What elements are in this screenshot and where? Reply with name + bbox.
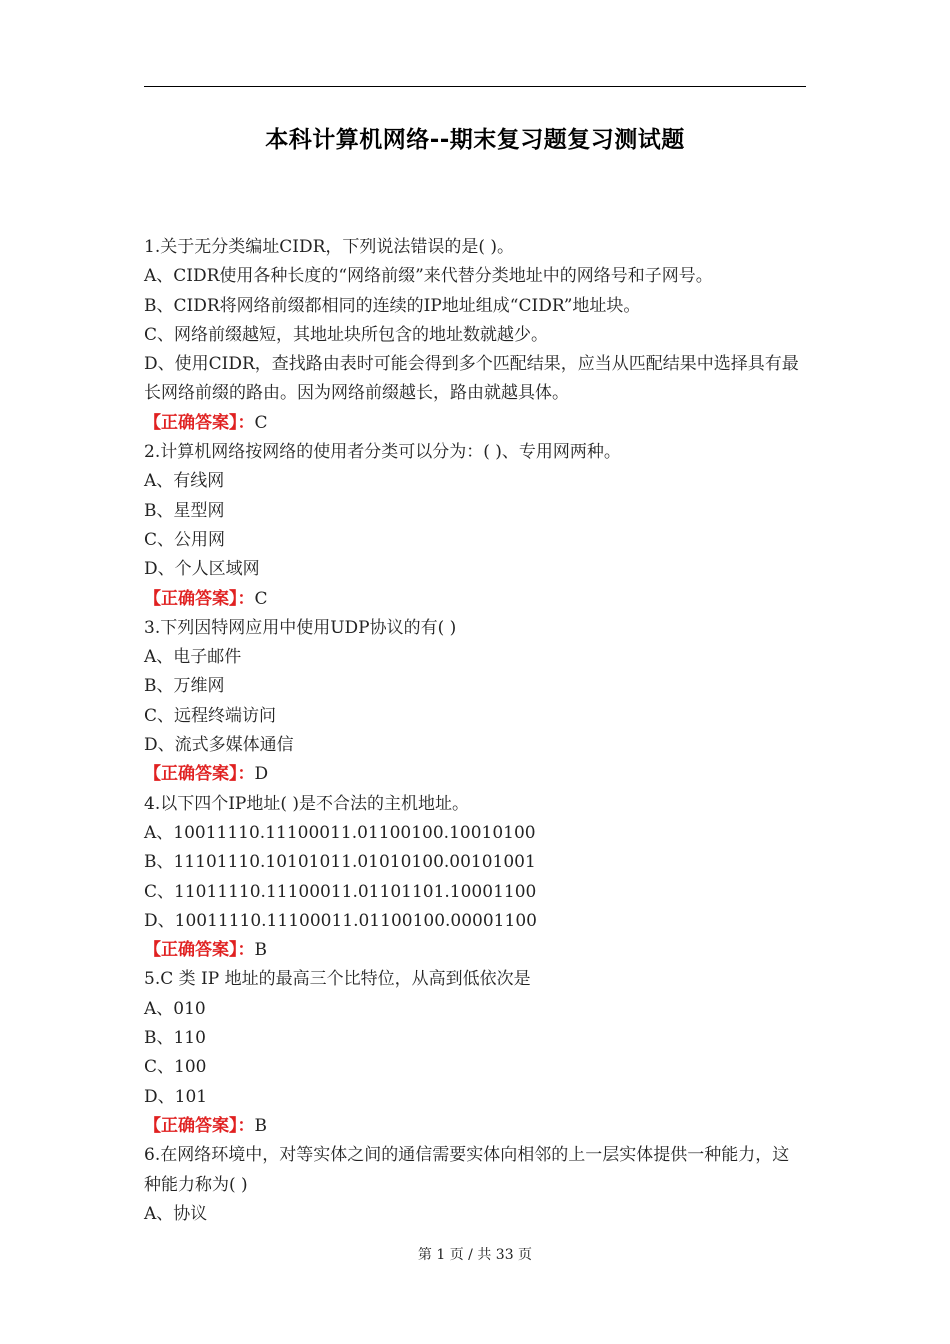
- option-b: B、CIDR将网络前缀都相同的连续的IP地址组成“CIDR”地址块。: [144, 295, 641, 316]
- option-c: C、11011110.11100011.01101101.10001100: [144, 881, 537, 902]
- answer-label: 【正确答案】：: [144, 764, 255, 785]
- option-a: A、电子邮件: [144, 647, 242, 668]
- option-d: D、101: [144, 1086, 208, 1107]
- option-d: D、10011110.11100011.01100100.00001100: [144, 910, 537, 931]
- option-a: A、010: [144, 998, 206, 1019]
- option-b: B、星型网: [144, 500, 225, 521]
- option-a: A、协议: [144, 1203, 208, 1224]
- option-b: B、万维网: [144, 676, 225, 697]
- option-a: A、10011110.11100011.01100100.10010100: [144, 822, 536, 843]
- answer-label: 【正确答案】：: [144, 940, 255, 961]
- question-list: [144, 233, 806, 1229]
- answer-label: 【正确答案】：: [144, 1115, 255, 1136]
- document-title: 本科计算机网络--期末复习题复习测试题: [265, 127, 685, 153]
- question-stem: 4.以下四个IP地址( )是不合法的主机地址。: [144, 793, 470, 814]
- page-footer: 第 1 页 / 共 33 页: [417, 1247, 533, 1263]
- answer-label: 【正确答案】：: [144, 588, 255, 609]
- answer-value: C: [254, 412, 268, 433]
- header-rule: [144, 86, 806, 87]
- option-d: D、个人区域网: [144, 559, 260, 580]
- option-c: C、网络前缀越短，其地址块所包含的地址数就越少。: [144, 324, 549, 345]
- answer-row: [144, 936, 806, 965]
- option-a: A、有线网: [144, 471, 225, 492]
- option-c: C、公用网: [144, 529, 226, 550]
- question-stem: 5.C 类 IP 地址的最高三个比特位，从高到低依次是: [144, 969, 531, 990]
- option-b: B、11101110.10101011.01010100.00101001: [144, 852, 536, 873]
- option-d: D、流式多媒体通信: [144, 735, 294, 756]
- option-a: A、CIDR使用各种长度的“网络前缀”来代替分类地址中的网络号和子网号。: [144, 266, 713, 287]
- question-stem: 2.计算机网络按网络的使用者分类可以分为：( )、专用网两种。: [144, 442, 621, 463]
- answer-row: [144, 1112, 806, 1141]
- answer-row: [144, 585, 806, 614]
- question-stem: 1.关于无分类编址CIDR，下列说法错误的是( )。: [144, 237, 515, 257]
- question-stem: 3.下列因特网应用中使用UDP协议的有( ): [144, 617, 457, 638]
- answer-value: C: [254, 588, 268, 609]
- question-stem: 6.在网络环境中，对等实体之间的通信需要实体向相邻的上一层实体提供一种能力，这种能力称为( ): [144, 1145, 790, 1195]
- answer-row: [144, 760, 806, 789]
- answer-value: D: [254, 764, 269, 785]
- option-c: C、100: [144, 1057, 207, 1078]
- answer-label: 【正确答案】：: [144, 412, 255, 433]
- option-b: B、110: [144, 1028, 206, 1049]
- answer-value: B: [254, 940, 267, 961]
- answer-row: [144, 409, 806, 438]
- answer-value: B: [254, 1115, 267, 1136]
- option-c: C、远程终端访问: [144, 705, 277, 726]
- option-d: D、使用CIDR，查找路由表时可能会得到多个匹配结果，应当从匹配结果中选择具有最长网络前缀的路由。因为网络前缀越长，路由就越具体。: [144, 354, 799, 404]
